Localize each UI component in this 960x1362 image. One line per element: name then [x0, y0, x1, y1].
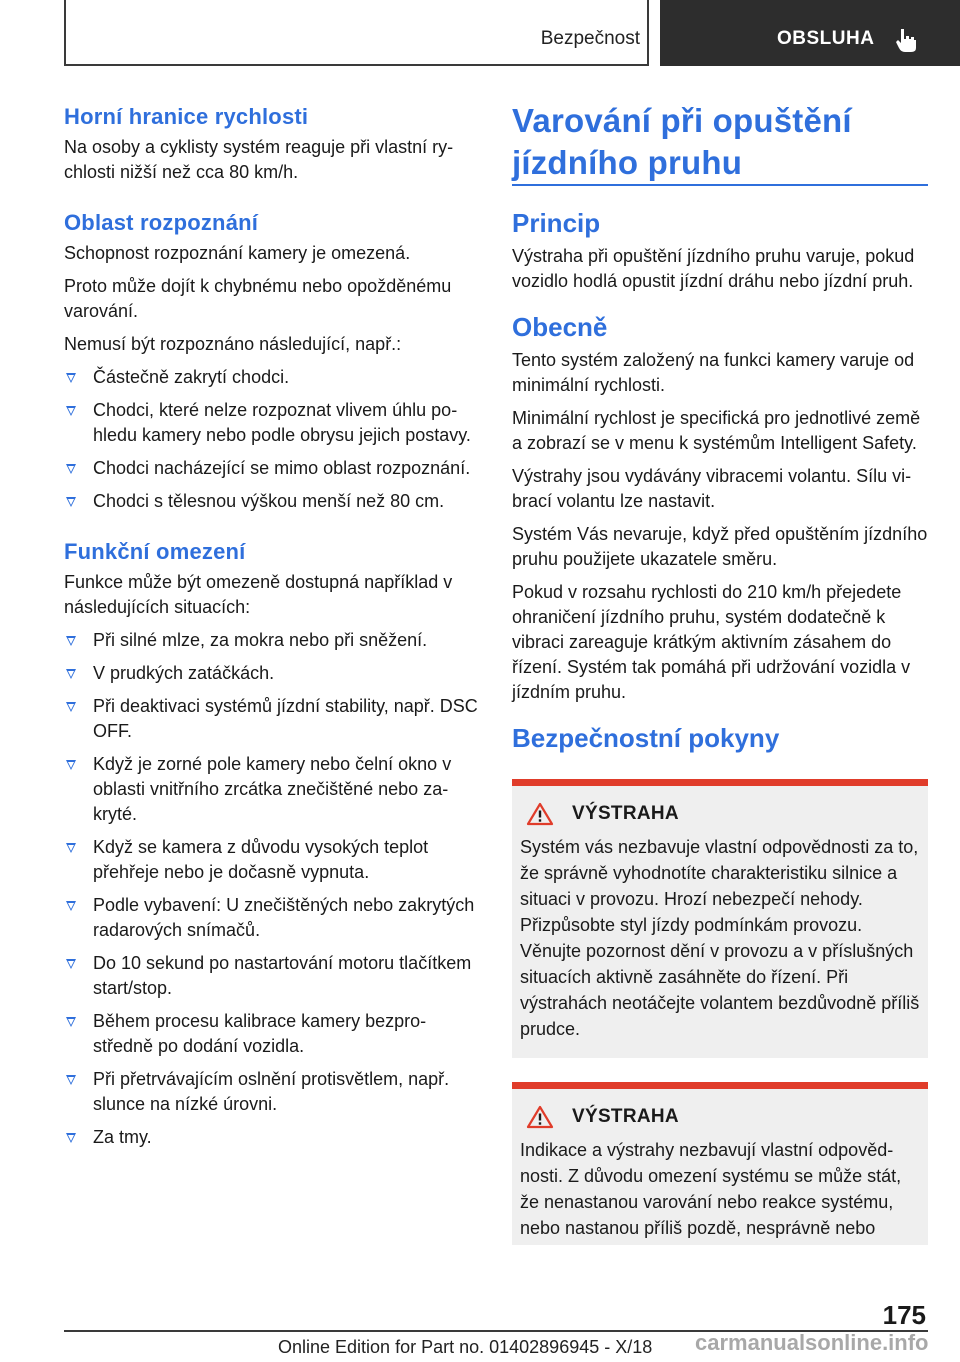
chapter-title-rule	[512, 184, 928, 186]
chapter-title: Varování při opuštění jízdního pruhu	[512, 102, 852, 181]
function-limits-list	[64, 628, 480, 1150]
list-item: Chodci nacházející se mimo oblast rozpoznání.	[64, 456, 480, 481]
header-chapter-label: OBSLUHA	[777, 28, 875, 49]
paragraph: Minimální rychlost je specifická pro jednotlivé země a zobrazí se v menu k systémům Intelligent Safety.	[512, 408, 921, 453]
warning-header	[520, 802, 920, 826]
triangle-bullet-icon	[66, 373, 76, 383]
section-title-general: Obecně	[512, 312, 608, 342]
warning-header	[520, 1105, 920, 1129]
section-title-safety: Bezpečnostní pokyny	[512, 723, 780, 753]
header-section-title: Bezpečnost	[540, 28, 640, 49]
paragraph: Na osoby a cyklisty systém reaguje při vlastní rychlosti nižší než cca 80 km/h.	[64, 137, 454, 182]
list-item: Do 10 sekund po nastartování motoru tlačítkem start/stop.	[64, 951, 480, 1001]
page-number: 175	[882, 1300, 926, 1330]
triangle-bullet-icon	[66, 464, 76, 474]
warning-triangle-icon	[526, 802, 554, 826]
triangle-bullet-icon	[66, 406, 76, 416]
triangle-bullet-icon	[66, 843, 76, 853]
triangle-bullet-icon	[66, 1075, 76, 1085]
warning-triangle-icon	[526, 1105, 554, 1129]
warning-text: Systém vás nezbavuje vlastní odpovědnosti za to, že správně vyhodnotíte charakteristiku silnice a situaci v provozu. Hrozí nebezpečí nehody. Přizpůsobte styl jízdy podmínkám provozu. Věnujte pozornost dění v provozu a v příslušných situacích aktivně zasáhněte do řízení. Při výstrahách neotáčejte volantem bezdůvodně příliš prudce.	[520, 837, 920, 1039]
section-title-detection-area: Oblast rozpoznání	[64, 210, 259, 235]
paragraph: Výstrahy jsou vydávány vibracemi volantu. Sílu vibrací volantu lze nastavit.	[512, 466, 912, 511]
hand-pointing-icon	[892, 26, 920, 54]
warning-text: Indikace a výstrahy nezbavují vlastní odpovědnosti. Z důvodu omezení systému se může stát, že nenastanou varování nebo reakce systému, nebo nastanou příliš pozdě, nesprávně nebo	[520, 1140, 902, 1238]
triangle-bullet-icon	[66, 702, 76, 712]
list-item: Během procesu kalibrace kamery bezprostředně po dodání vozidla.	[64, 1009, 480, 1059]
section-title-speed-limit: Horní hranice rychlosti	[64, 104, 309, 129]
paragraph: Výstraha při opuštění jízdního pruhu varuje, pokud vozidlo hodlá opustit jízdní dráhu nebo jízdní pruh.	[512, 246, 915, 291]
list-item: Chodci s tělesnou výškou menší než 80 cm.	[64, 489, 480, 514]
triangle-bullet-icon	[66, 1017, 76, 1027]
paragraph: Schopnost rozpoznání kamery je omezená.	[64, 243, 411, 263]
triangle-bullet-icon	[66, 760, 76, 770]
list-item: Částečně zakrytí chodci.	[64, 365, 480, 390]
header-rule-left	[64, 0, 66, 66]
header-chapter-tab	[660, 0, 960, 66]
warning-label: VÝSTRAHA	[572, 803, 679, 824]
list-item: Při silné mlze, za mokra nebo při sněžení.	[64, 628, 480, 653]
triangle-bullet-icon	[66, 901, 76, 911]
triangle-bullet-icon	[66, 959, 76, 969]
watermark-logo: carmanualsonline.info	[695, 1330, 929, 1355]
detection-limits-list	[64, 365, 480, 514]
paragraph: Tento systém založený na funkci kamery varuje od minimální rychlosti.	[512, 350, 915, 395]
paragraph: Systém Vás nevaruje, když před opuštěním jízdního pruhu použijete ukazatele směru.	[512, 524, 928, 569]
triangle-bullet-icon	[66, 669, 76, 679]
list-item: Chodci, které nelze rozpoznat vlivem úhlu pohledu kamery nebo podle obrysu jejich postavy.	[64, 398, 480, 448]
left-column	[64, 100, 480, 1158]
triangle-bullet-icon	[66, 1133, 76, 1143]
warning-label: VÝSTRAHA	[572, 1106, 679, 1127]
warning-box	[512, 779, 928, 1058]
section-title-function-limits: Funkční omezení	[64, 539, 246, 564]
list-item: Když je zorné pole kamery nebo čelní okno v oblasti vnitřního zrcátka znečištěné nebo zakryté.	[64, 752, 480, 827]
header-rule-divider	[647, 0, 649, 66]
paragraph: Nemusí být rozpoznáno následující, např.:	[64, 334, 402, 354]
warning-box	[512, 1082, 928, 1245]
list-item: Za tmy.	[64, 1125, 480, 1150]
paragraph: Pokud v rozsahu rychlosti do 210 km/h přejedete ohraničení jízdního pruhu, systém dodatečně k vibraci zareaguje krátkým aktivním zásahem do řízení. Systém tak pomáhá při udržování vozidla v jízdním pruhu.	[512, 582, 911, 702]
section-title-principle: Princip	[512, 208, 601, 238]
footer-edition-text: Online Edition for Part no. 01402896945 - X/18	[278, 1337, 653, 1357]
list-item: V prudkých zatáčkách.	[64, 661, 480, 686]
list-item: Při deaktivaci systémů jízdní stability, např. DSC OFF.	[64, 694, 480, 744]
list-item: Podle vybavení: U znečištěných nebo zakrytých radarových snímačů.	[64, 893, 480, 943]
paragraph: Funkce může být omezeně dostupná například v následujících situacích:	[64, 572, 453, 617]
triangle-bullet-icon	[66, 497, 76, 507]
list-item: Když se kamera z důvodu vysokých teplot přehřeje nebo je dočasně vypnuta.	[64, 835, 480, 885]
header-rule	[64, 64, 649, 66]
list-item: Při přetrvávajícím oslnění protisvětlem, např. slunce na nízké úrovni.	[64, 1067, 480, 1117]
paragraph: Proto může dojít k chybnému nebo opožděnému varování.	[64, 276, 452, 321]
right-column	[512, 100, 928, 1245]
triangle-bullet-icon	[66, 636, 76, 646]
